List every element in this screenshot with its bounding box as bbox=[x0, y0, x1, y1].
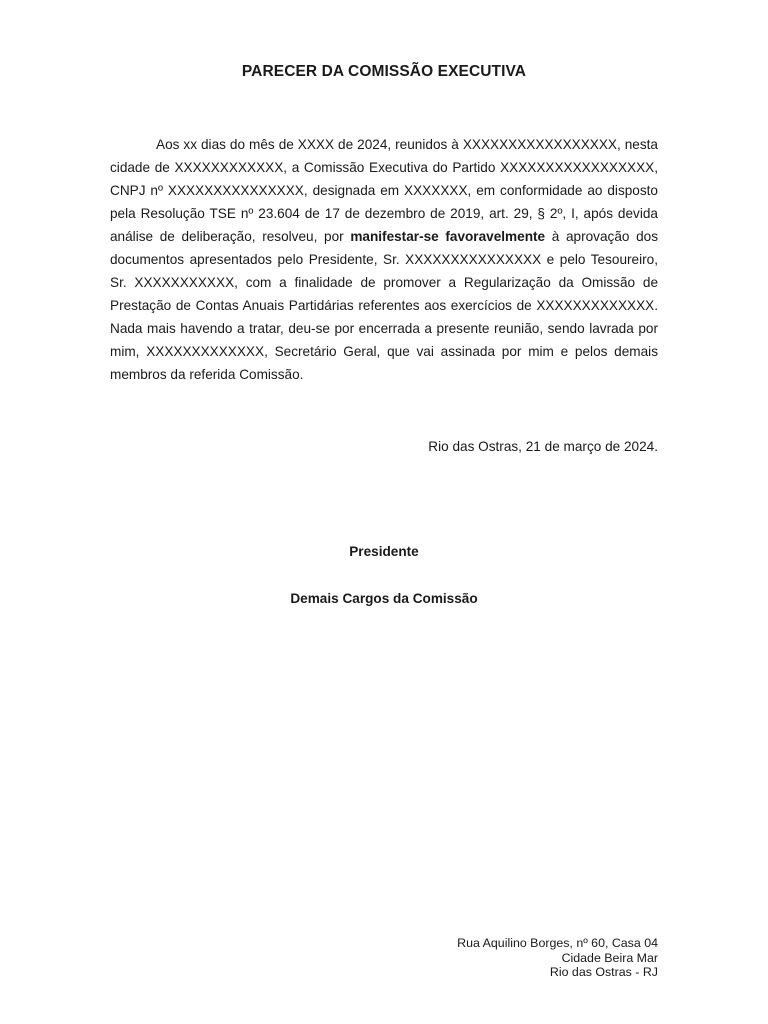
footer-address-line2: Cidade Beira Mar bbox=[561, 950, 658, 965]
signature-others-label: Demais Cargos da Comissão bbox=[290, 591, 478, 606]
paragraph-bold-phrase: manifestar-se favoravelmente bbox=[350, 229, 546, 244]
body-paragraph bbox=[110, 133, 658, 386]
footer-address bbox=[457, 936, 658, 980]
document-title: PARECER DA COMISSÃO EXECUTIVA bbox=[241, 63, 527, 80]
date-location-line: Rio das Ostras, 21 de março de 2024. bbox=[428, 439, 658, 454]
footer-address-line3: Rio das Ostras - RJ bbox=[549, 965, 658, 979]
paragraph-text-part2: à aprovação dos documentos apresentados pelo Presidente, Sr. XXXXXXXXXXXXXXX e pelo Tesoureiro, Sr. XXXXXXXXXXX, com a finalidade de promover a Regularização da Omissão de Prestação de Contas Anuais Partidárias referentes aos exercícios de XXXXXXXXXXXXX. Nada mais havendo a tratar, deu-se por encerrada a presente reunião, sendo lavrada por mim, XXXXXXXXXXXXX, Secretário Geral, que vai assinada por mim e pelos demais membros da referida Comissão. bbox=[110, 229, 659, 382]
footer-address-line1: Rua Aquilino Borges, nº 60, Casa 04 bbox=[457, 936, 658, 950]
signature-president-label: Presidente bbox=[349, 544, 419, 559]
paragraph-text-part1: Aos xx dias do mês de XXXX de 2024, reunidos à XXXXXXXXXXXXXXXXX, nesta cidade de XXXXXXXXXXXX, a Comissão Executiva do Partido XXXXXXXXXXXXXXXXX, CNPJ nº XXXXXXXXXXXXXXX, designada em XXXXXXX, em conformidade ao disposto pela Resolução TSE nº 23.604 de 17 de dezembro de 2019, art. 29, § 2º, I, após devida análise de deliberação, resolveu, por bbox=[110, 137, 658, 244]
